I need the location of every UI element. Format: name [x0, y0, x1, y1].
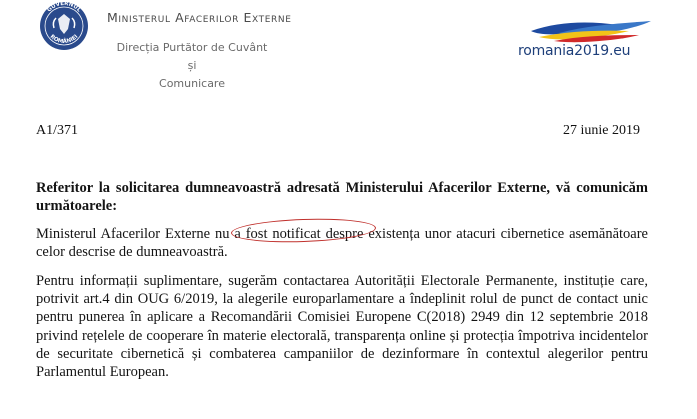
- statement-text-end: despre existența unor atacuri cibernetice asemănătoare celor descrise de dumneavoastră.: [36, 226, 648, 261]
- directorate-line2: Comunicare: [159, 77, 225, 90]
- ministry-name: Ministerul Afacerilor Externe: [107, 10, 292, 25]
- directorate-name: [113, 39, 271, 93]
- document-date: 27 iunie 2019: [563, 123, 640, 138]
- eu-presidency-text: romania2019.eu: [518, 43, 631, 59]
- highlighted-phrase: nu a fost notificat: [214, 226, 321, 242]
- info-paragraph: Pentru informații suplimentare, sugerăm contactarea Autorității Electorale Permanente, instituție care, potrivit art.4 din OUG 6/2019, la alegerile europarlamentare a îndeplinit rolul de punct de contact unic pentru punerea în aplicare a Recomandării Comisiei Europene C(2018) 2949 din 12 septembrie 2018 privind rețelele de cooperare în materie electorală, transparența online și protecția împotriva incidentelor de securitate cibernetică și combaterea campaniilor de dezinformare în contextul alegerilor pentru Parlamentul European.: [36, 273, 648, 381]
- crest-bottom-text: ROMÂNIEI: [48, 33, 80, 46]
- directorate-line1: Direcția Purtător de Cuvânt și: [116, 41, 268, 72]
- government-crest-logo: [36, 0, 92, 52]
- statement-text-start: Ministerul Afacerilor Externe: [36, 226, 215, 242]
- intro-paragraph: Referitor la solicitarea dumneavoastră adresată Ministerului Afacerilor Externe, vă comunicăm următoarele:: [36, 180, 648, 215]
- reference-number: A1/371: [36, 123, 78, 138]
- eu-presidency-flag-icon: [529, 17, 654, 43]
- crest-top-text: GUVERNUL: [46, 0, 82, 14]
